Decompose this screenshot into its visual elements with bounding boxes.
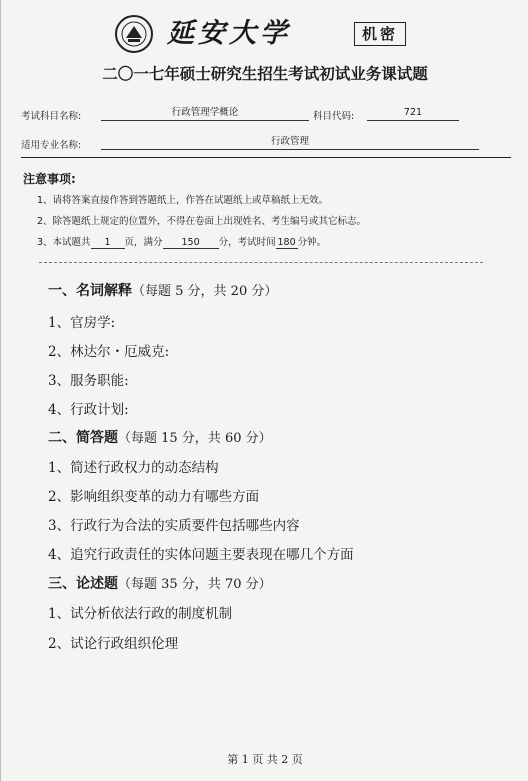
- question: 4、行政计划:: [48, 402, 129, 418]
- note-3-part-d: 分钟。: [297, 237, 327, 248]
- dashed-divider: [39, 262, 483, 263]
- section-points: （每题 5 分，共 20 分）: [132, 284, 278, 299]
- section-title: 二、简答题: [48, 430, 118, 446]
- section-title: 三、论述题: [48, 576, 118, 592]
- page-number: 第 1 页 共 2 页: [227, 753, 303, 766]
- question: 3、行政行为合法的实质要件包括哪些内容: [48, 518, 300, 534]
- question: 2、试论行政组织伦理: [48, 636, 179, 652]
- university-seal-icon: [114, 14, 154, 54]
- exam-title: 二〇一七年硕士研究生招生考试初试业务课试题: [102, 65, 428, 83]
- code-value: 721: [367, 107, 459, 121]
- section-3-heading: [48, 573, 272, 593]
- note-1: 1、请将答案直接作答到答题纸上，作答在试题纸上或草稿纸上无效。: [37, 195, 329, 206]
- total-pages: 1: [91, 237, 125, 249]
- note-3-part-a: 3、本试题共: [37, 237, 91, 248]
- section-points: （每题 35 分，共 70 分）: [118, 577, 272, 592]
- major-label: 适用专业名称:: [21, 140, 82, 151]
- section-title: 一、名词解释: [48, 283, 132, 299]
- note-2: 2、除答题纸上规定的位置外，不得在卷面上出现姓名、考生编号或其它标志。: [37, 216, 367, 227]
- header: [1, 14, 528, 54]
- code-label: 科目代码:: [313, 111, 355, 122]
- notes-heading: 注意事项:: [23, 172, 76, 186]
- subject-value: 行政管理学概论: [101, 107, 309, 121]
- university-name: 延安大学: [167, 18, 291, 49]
- major-value: 行政管理: [101, 136, 479, 150]
- full-score: 150: [163, 237, 219, 249]
- note-3-part-c: 分，考试时间: [218, 237, 276, 248]
- confidential-stamp: 机密: [354, 22, 406, 46]
- divider: [21, 157, 511, 158]
- question: 3、服务职能:: [48, 373, 129, 389]
- exam-time: 180: [277, 237, 296, 248]
- note-3: [37, 234, 326, 249]
- question: 1、简述行政权力的动态结构: [48, 460, 219, 476]
- note-3-part-b: 页，满分: [124, 237, 163, 248]
- section-1-heading: [48, 280, 277, 300]
- question: 4、追究行政责任的实体问题主要表现在哪几个方面: [48, 547, 354, 563]
- section-points: （每题 15 分，共 60 分）: [118, 431, 272, 446]
- question: 2、林达尔・厄威克:: [48, 344, 170, 360]
- subject-label: 考试科目名称:: [21, 111, 82, 122]
- question: 1、试分析依法行政的制度机制: [48, 606, 233, 622]
- question: 1、官房学:: [48, 315, 116, 331]
- question: 2、影响组织变革的动力有哪些方面: [48, 489, 260, 505]
- section-2-heading: [48, 427, 272, 447]
